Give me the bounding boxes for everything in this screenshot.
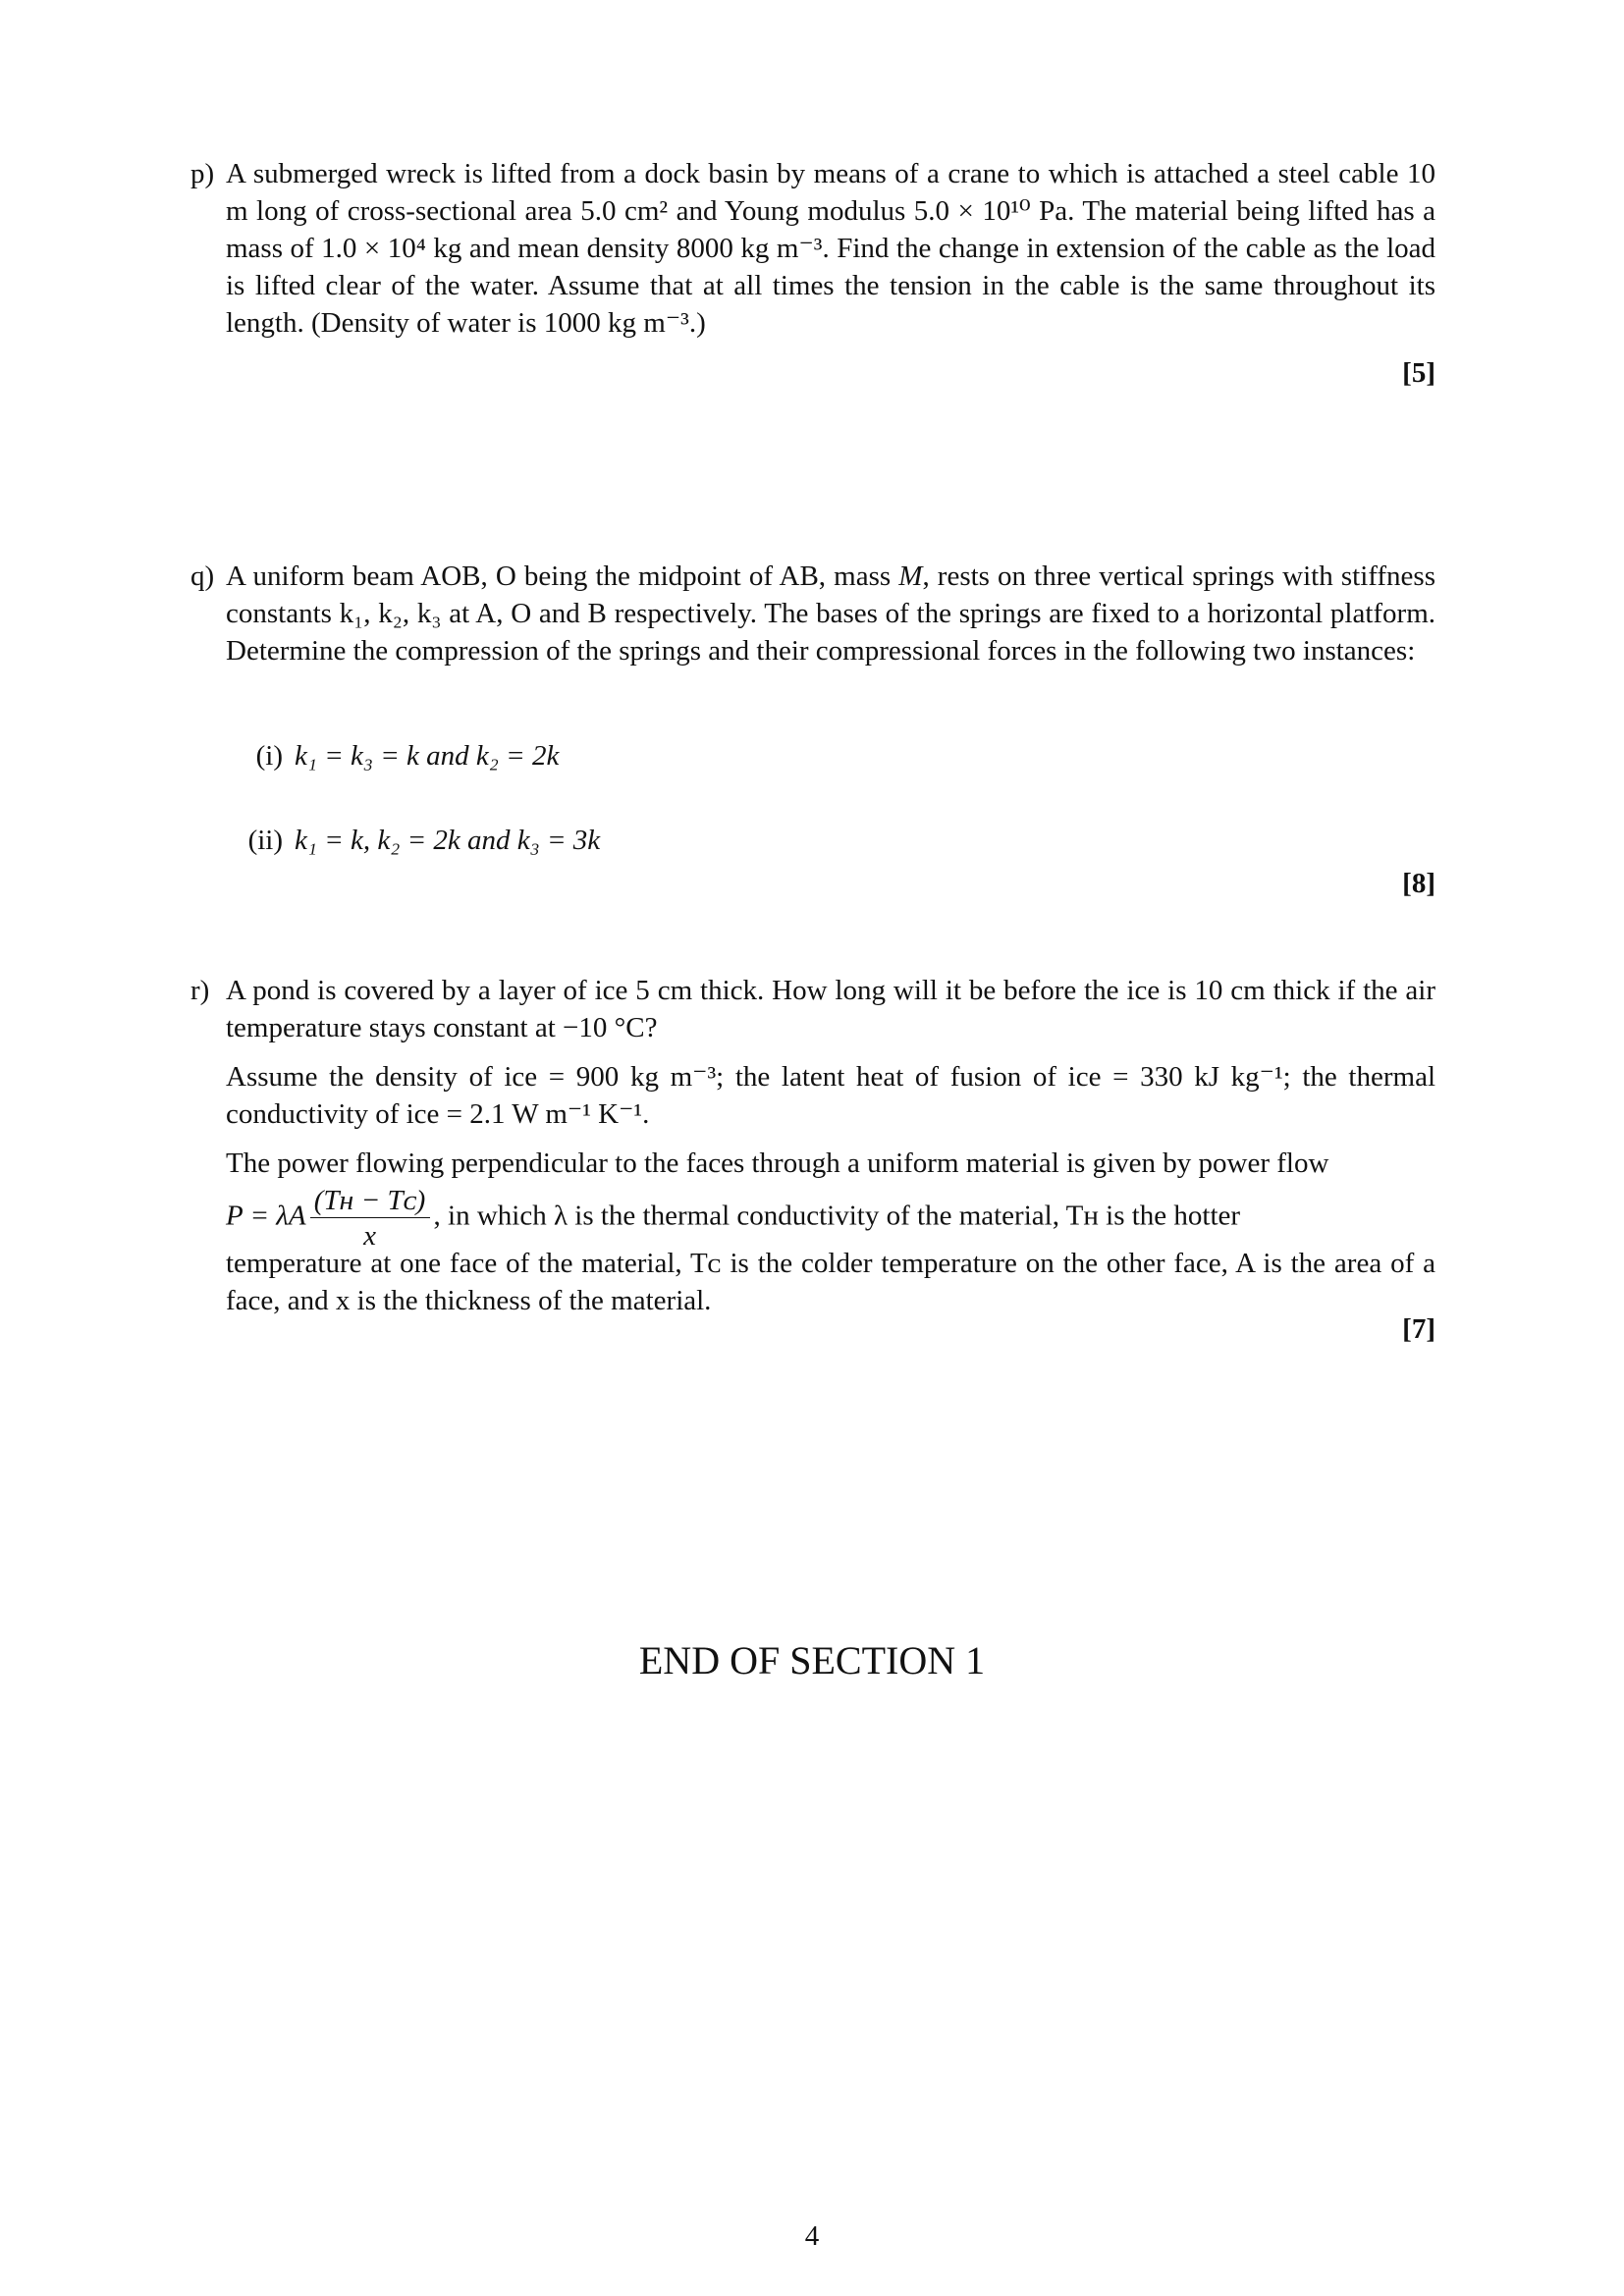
marks-badge: [5] — [1402, 357, 1435, 389]
question-p — [190, 155, 1435, 342]
marks-badge: [8] — [1402, 868, 1435, 899]
question-paragraph: The power flowing perpendicular to the faces through a uniform material is given by power flow — [226, 1148, 1329, 1179]
question-label: q) — [190, 561, 215, 592]
question-text: A submerged wreck is lifted from a dock basin by means of a crane to which is attached a steel cable 10 m long of cross-sectional area 5.0 cm² and Young modulus 5.0 × 10¹⁰ Pa. The material being lifted has a mass of 1.0 × 10⁴ kg and mean density 8000 kg m⁻³. Find the change in extension of the cable as the load is lifted clear of the water. Assume that at all times the tension in the cable is the same throughout its length. (Density of water is 1000 kg m⁻³.) — [226, 158, 1435, 339]
formula-trailing-text: , in which λ is the thermal conductivity of the material, Tʜ is the hotter — [433, 1200, 1241, 1232]
mass-symbol: M — [898, 561, 923, 592]
page-number: 4 — [804, 2220, 820, 2252]
sub-question-label: (i) — [255, 740, 283, 772]
sub-question-text: k₁ = k₃ = k and k₂ = 2k — [295, 740, 560, 772]
sub-question-ii — [222, 825, 600, 857]
question-text-part: , rests on three vertical springs with stiffness constants k₁, k₂, k₃ at A, O and B respectively. The bases of the springs are fixed to a horizontal platform. Determine the compression of the springs and their compressional forces in the following two instances: — [226, 561, 1435, 667]
sub-question-i — [222, 740, 559, 773]
formula-denominator: x — [363, 1220, 376, 1252]
marks-badge: [7] — [1402, 1313, 1435, 1345]
formula-numerator: (Tʜ − Tᴄ) — [313, 1185, 426, 1216]
question-paragraph: A pond is covered by a layer of ice 5 cm thick. How long will it be before the ice is 10 cm thick if the air temperature stays constant at −10 °C? — [226, 975, 1435, 1043]
sub-question-label: (ii) — [247, 825, 283, 856]
question-label: r) — [190, 975, 210, 1006]
end-of-section-title: END OF SECTION 1 — [638, 1638, 986, 1682]
question-r — [190, 972, 1435, 1319]
formula-fraction — [306, 1185, 434, 1252]
formula-lhs: P = λA — [226, 1200, 306, 1232]
question-paragraph: Assume the density of ice = 900 kg m⁻³; the latent heat of fusion of ice = 330 kJ kg⁻¹; the thermal conductivity of ice = 2.1 W m⁻¹ K⁻¹. — [226, 1061, 1435, 1130]
question-paragraph: temperature at one face of the material, Tᴄ is the colder temperature on the other face, A is the area of a face, and x is the thickness of the material. — [226, 1248, 1435, 1316]
power-formula-line — [226, 1185, 1435, 1252]
sub-question-text: k₁ = k, k₂ = 2k and k₃ = 3k — [295, 825, 601, 856]
question-q — [190, 558, 1435, 669]
question-text — [226, 558, 1435, 669]
question-text-part: A uniform beam AOB, O being the midpoint of AB, mass — [226, 561, 899, 592]
question-label: p) — [190, 158, 215, 189]
